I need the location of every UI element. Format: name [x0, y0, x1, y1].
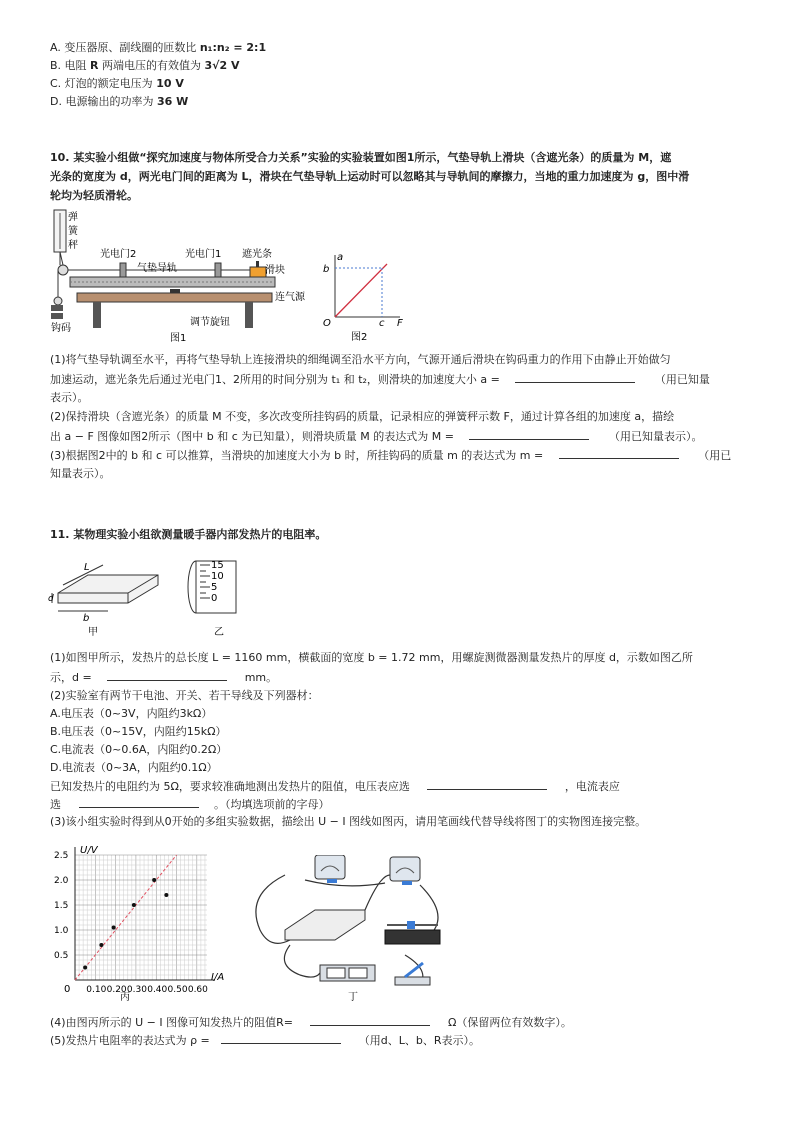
tick-5: 5 — [211, 582, 218, 593]
q11-known-line2 — [50, 796, 330, 812]
x-tick-label: 0.30 — [126, 985, 147, 995]
weight-icon — [51, 305, 63, 311]
fig-jia-caption: 甲 — [88, 627, 98, 638]
heating-sheet-icon — [285, 910, 365, 940]
width-label: b — [83, 613, 90, 624]
q11-part2: (2)实验室有两节干电池、开关、若干导线及下列器材： — [50, 689, 319, 702]
chart-marks — [75, 855, 177, 980]
unit-label: mm。 — [244, 671, 278, 684]
q10-stem-line2: 光条的宽度为 d，两光电门间的距离为 L，滑块在气垫导轨上运动时可以忽略其与导轨间的摩擦力，当地的重力加速度为 g，图中滑 — [50, 170, 690, 183]
data-point — [132, 903, 136, 907]
heating-sheet — [58, 575, 158, 603]
q10-part3-line2: 知量表示）。 — [50, 467, 111, 480]
table-top — [77, 293, 272, 302]
thickness-label: d — [48, 594, 54, 604]
equip-a: A.电压表（0~3V，内阻约3kΩ） — [50, 707, 213, 720]
chart-axes — [54, 847, 215, 995]
air-label: 连气源 — [275, 292, 305, 303]
figure-1-apparatus — [45, 205, 320, 345]
q11-known-b: 选 — [50, 798, 61, 811]
tick-10: 10 — [211, 571, 224, 582]
length-label: L — [84, 562, 90, 573]
q11-known-mid: ，电流表应 — [564, 780, 620, 793]
option-b — [50, 58, 240, 73]
answer-blank[interactable] — [79, 796, 199, 808]
equip-c: C.电流表（0~0.6A，内阻约0.2Ω） — [50, 743, 228, 756]
option-math: R — [90, 59, 99, 72]
q10-part1-text: 加速运动，遮光条先后通过光电门1、2所用的时间分别为 t₁ 和 t₂，则滑块的加速度大小 a = — [50, 373, 500, 386]
q10-stem-line1: 10. 某实验小组做“探究加速度与物体所受合力关系”实验的实验装置如图1所示，气垫导轨上滑块（含遮光条）的质量为 M，遮 — [50, 151, 672, 164]
option-text: 电源输出的功率为 — [65, 95, 154, 108]
q11-known-tail: 。（均填选项前的字母） — [214, 798, 330, 811]
weight-label: 钩码 — [51, 323, 71, 334]
shade-label: 遮光条 — [242, 249, 272, 260]
option-label: A. — [50, 41, 61, 54]
x-tick-label: 0.10 — [86, 985, 107, 995]
q11-part1-line1: (1)如图甲所示，发热片的总长度 L = 1160 mm，横截面的宽度 b = 1.72 mm，用螺旋测微器测量发热片的厚度 d，示数如图乙所 — [50, 651, 693, 664]
fig2-caption: 图2 — [351, 332, 368, 343]
voltmeter-icon — [315, 855, 345, 883]
q10-part1-tail: （用已知量 — [654, 373, 710, 386]
option-text: 电阻 — [64, 59, 87, 72]
knob-label: 调节旋钮 — [190, 317, 230, 328]
answer-blank[interactable] — [107, 669, 227, 681]
origin-label: O — [323, 318, 331, 329]
q11-known-text: 已知发热片的电阻约为 5Ω，要求较准确地测出发热片的阻值，电压表应选 — [50, 780, 410, 793]
q10-part1-line2 — [50, 371, 710, 387]
battery-icon — [320, 965, 375, 981]
q11-part1-line2 — [50, 669, 277, 685]
slider-icon — [250, 267, 266, 277]
x-tick-label: 0.60 — [187, 985, 208, 995]
option-c — [50, 76, 184, 91]
f-axis-label: F — [397, 318, 403, 329]
answer-blank[interactable] — [427, 778, 547, 790]
data-point — [99, 943, 103, 947]
rail-label: 气垫导轨 — [137, 263, 177, 274]
spring-label-2: 簧 — [68, 226, 78, 237]
data-point — [152, 878, 156, 882]
q11-part4-tail: Ω（保留两位有效数字）。 — [447, 1016, 572, 1029]
equip-d: D.电流表（0~3A，内阻约0.1Ω） — [50, 761, 218, 774]
option-text: 两端电压的有效值为 — [102, 59, 202, 72]
q11-known-line1 — [50, 778, 620, 794]
chart-ylabel: U/V — [80, 845, 98, 856]
q10-stem-line3: 轮均为轻质滑轮。 — [50, 189, 138, 202]
data-point — [112, 926, 116, 930]
fig1-caption: 图1 — [170, 333, 187, 344]
rheostat-icon — [385, 921, 440, 944]
option-a — [50, 40, 266, 55]
a-axis-label: a — [337, 252, 344, 263]
x-tick-label: 0.50 — [167, 985, 188, 995]
gate-2-label: 光电门2 — [100, 249, 137, 260]
figure-ding-circuit — [245, 855, 460, 1005]
equip-b: B.电压表（0~15V，内阻约15kΩ） — [50, 725, 227, 738]
ammeter-icon — [390, 857, 420, 885]
tick-0: 0 — [211, 593, 218, 604]
fit-line — [75, 855, 177, 980]
x-tick-label: 0.40 — [147, 985, 168, 995]
spring-label-3: 秤 — [68, 240, 78, 251]
y-tick-label: 1.5 — [54, 901, 69, 911]
figure-yi-micrometer — [178, 555, 258, 645]
figure-2-a-f-graph — [315, 250, 410, 345]
y-tick-label: 2.0 — [54, 876, 69, 886]
option-label: B. — [50, 59, 62, 72]
chart-origin-label: 0 — [64, 984, 71, 995]
chart-xlabel: I/A — [211, 972, 225, 983]
q10-part2-line1: (2)保持滑块（含遮光条）的质量 M 不变，多次改变所挂钩码的质量，记录相应的弹簧秤示数 F，通过计算各组的加速度 a，描绘 — [50, 410, 675, 423]
option-math: 10 V — [156, 77, 184, 90]
option-label: C. — [50, 77, 62, 90]
a-f-line — [335, 264, 387, 317]
q10-part2-tail: （用已知量表示）。 — [608, 430, 703, 443]
figure-jia-heating-sheet — [48, 555, 178, 640]
q10-part2-line2 — [50, 428, 702, 444]
option-text: 变压器原、副线圈的匝数比 — [64, 41, 197, 54]
fig-yi-caption: 乙 — [214, 627, 224, 638]
q10-part2-text: 出 a − F 图像如图2所示（图中 b 和 c 为已知量），则滑块质量 M 的表达式为 M = — [50, 430, 454, 443]
q10-part1-line1: (1)将气垫导轨调至水平，再将气垫导轨上连接滑块的细绳调至沿水平方向，气源开通后滑块在钩码重力的作用下由静止开始做匀 — [50, 353, 671, 366]
q10-part3-text: (3)根据图2中的 b 和 c 可以推算，当滑块的加速度大小为 b 时，所挂钩码的质量 m 的表达式为 m = — [50, 449, 544, 462]
option-text: 灯泡的额定电压为 — [64, 77, 153, 90]
q11-stem: 11. 某物理实验小组欲测量暖手器内部发热片的电阻率。 — [50, 528, 327, 541]
q11-part5-tail: （用d、L、b、R表示）。 — [358, 1034, 481, 1047]
q11-part4 — [50, 1014, 572, 1030]
answer-blank[interactable] — [221, 1032, 341, 1044]
data-point — [83, 966, 87, 970]
gate-1-icon — [215, 263, 221, 277]
data-point — [164, 893, 168, 897]
fig-ding-caption: 丁 — [348, 992, 358, 1003]
q11-part5 — [50, 1032, 480, 1048]
option-math: n₁:n₂ = 2:1 — [199, 41, 267, 54]
option-d — [50, 94, 188, 109]
y-tick-label: 2.5 — [54, 851, 69, 861]
y-tick-label: 0.5 — [54, 951, 69, 961]
chart-grid — [75, 855, 207, 980]
q11-part1-text: 示，d = — [50, 671, 92, 684]
y-tick-label: 1.0 — [54, 926, 69, 936]
q10-part3-tail: （用已 — [698, 449, 732, 462]
answer-blank[interactable] — [469, 428, 589, 440]
option-math: 36 W — [156, 95, 189, 108]
pulley-icon — [58, 265, 68, 275]
switch-icon — [395, 963, 430, 985]
q10-part3-line1 — [50, 447, 731, 463]
b-label: b — [323, 264, 330, 275]
knob-icon — [170, 289, 180, 293]
c-label: c — [379, 318, 385, 329]
gate-2-icon — [120, 263, 126, 277]
q10-part1-line3: 表示）。 — [50, 391, 89, 404]
option-math: 3√2 V — [204, 59, 240, 72]
chart-bing-u-i — [50, 840, 230, 1005]
q11-part4-text: (4)由图丙所示的 U − I 图像可知发热片的阻值R= — [50, 1016, 293, 1029]
slider-label: 滑块 — [265, 265, 285, 276]
spring-label-1: 弹 — [68, 212, 78, 223]
tick-15: 15 — [211, 560, 224, 571]
option-label: D. — [50, 95, 62, 108]
answer-blank[interactable] — [515, 371, 635, 383]
q11-part5-text: (5)发热片电阻率的表达式为 ρ = — [50, 1034, 210, 1047]
answer-blank[interactable] — [310, 1014, 430, 1026]
q11-part3: (3)该小组实验时得到从0开始的多组实验数据，描绘出 U − I 图线如图丙，请用笔画线代替导线将图丁的实物图连接完整。 — [50, 815, 647, 828]
air-rail — [70, 277, 275, 287]
x-tick-label: 0.20 — [106, 985, 127, 995]
answer-blank[interactable] — [559, 447, 679, 459]
chart-caption: 丙 — [120, 992, 130, 1003]
gate-1-label: 光电门1 — [185, 249, 222, 260]
